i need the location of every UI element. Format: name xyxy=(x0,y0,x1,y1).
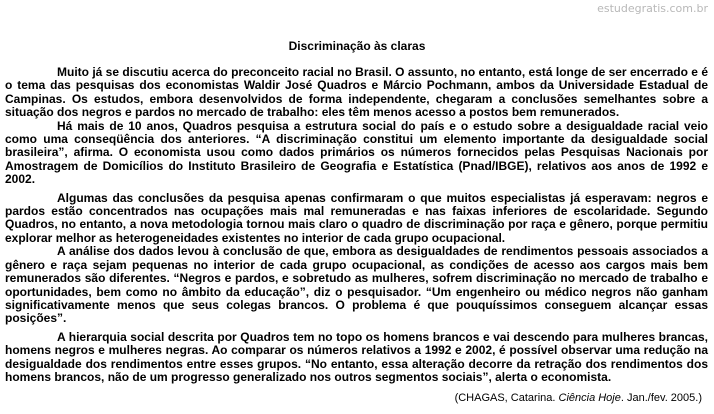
paragraph-4: A análise dos dados levou à conclusão de que, embora as desigualdades de rendimentos pessoais associados a gênero e raça sejam pequenas no interior de cada grupo ocupacional, as condições de acesso aos cargos mais bem remunerados são diferentes. “Negros e pardos, e sobretudo as mulheres, sofrem discriminação no mercado de trabalho e oportunidades, bem como no âmbito da educação”, diz o pesquisador. “Um engenheiro ou médico negros não ganham significativamente menos que seus colegas brancos. O problema é que pouquíssimos conseguem alcançar essas posições”. xyxy=(5,244,708,326)
article-title: Discriminação às claras xyxy=(288,39,426,53)
paragraph-1: Muito já se discutiu acerca do preconceito racial no Brasil. O assunto, no entanto, está longe de ser encerrado e é o tema das pesquisas dos economistas Waldir José Quadros e Márcio Pochmann, ambos da Universidade Estadual de Campinas. Os estudos, embora desenvolvidos de forma independente, chegaram a conclusões semelhantes sobre a situação dos negros e pardos no mercado de trabalho: eles têm menos acesso a postos bem remunerados. xyxy=(5,65,708,120)
citation-source: Ciência Hoje xyxy=(558,392,621,404)
citation-suffix: . Jan./fev. 2005.) xyxy=(620,392,702,404)
site-watermark: estudegratis.com.br xyxy=(597,2,708,15)
citation xyxy=(455,392,702,404)
article-body xyxy=(5,66,708,384)
citation-prefix: (CHAGAS, Catarina. xyxy=(454,392,556,404)
paragraph-2: Há mais de 10 anos, Quadros pesquisa a estrutura social do país e o estudo sobre a desigualdade racial veio como uma conseqüência dos anteriores. “A discriminação constitui um elemento importante da desigualdade social brasileira”, afirma. O economista usou como dados primários os números fornecidos pelas Pesquisas Nacionais por Amostragem de Domicílios do Instituto Brasileiro de Geografia e Estatística (Pnad/IBGE), relativos aos anos de 1992 e 2002. xyxy=(5,118,708,187)
paragraph-5: A hierarquia social descrita por Quadros tem no topo os homens brancos e vai descendo para mulheres brancas, homens negros e mulheres negras. Ao comparar os números relativos a 1992 e 2002, é possível observar uma redução na desigualdade dos rendimentos entre esses grupos. “No entanto, essa alteração decorre da retração dos rendimentos dos homens brancos, não de um progresso generalizado nos outros segmentos sociais”, alerta o economista. xyxy=(5,329,708,384)
paragraph-3: Algumas das conclusões da pesquisa apenas confirmaram o que muitos especialistas já esperavam: negros e pardos estão concentrados nas ocupações mais mal remuneradas e nas faixas inferiores de escolaridade. Segundo Quadros, no entanto, a nova metodologia tornou mais claro o quadro de discriminação por raça e gênero, porque permitiu explorar melhor as heterogeneidades existentes no interior de cada grupo ocupacional. xyxy=(5,190,708,245)
